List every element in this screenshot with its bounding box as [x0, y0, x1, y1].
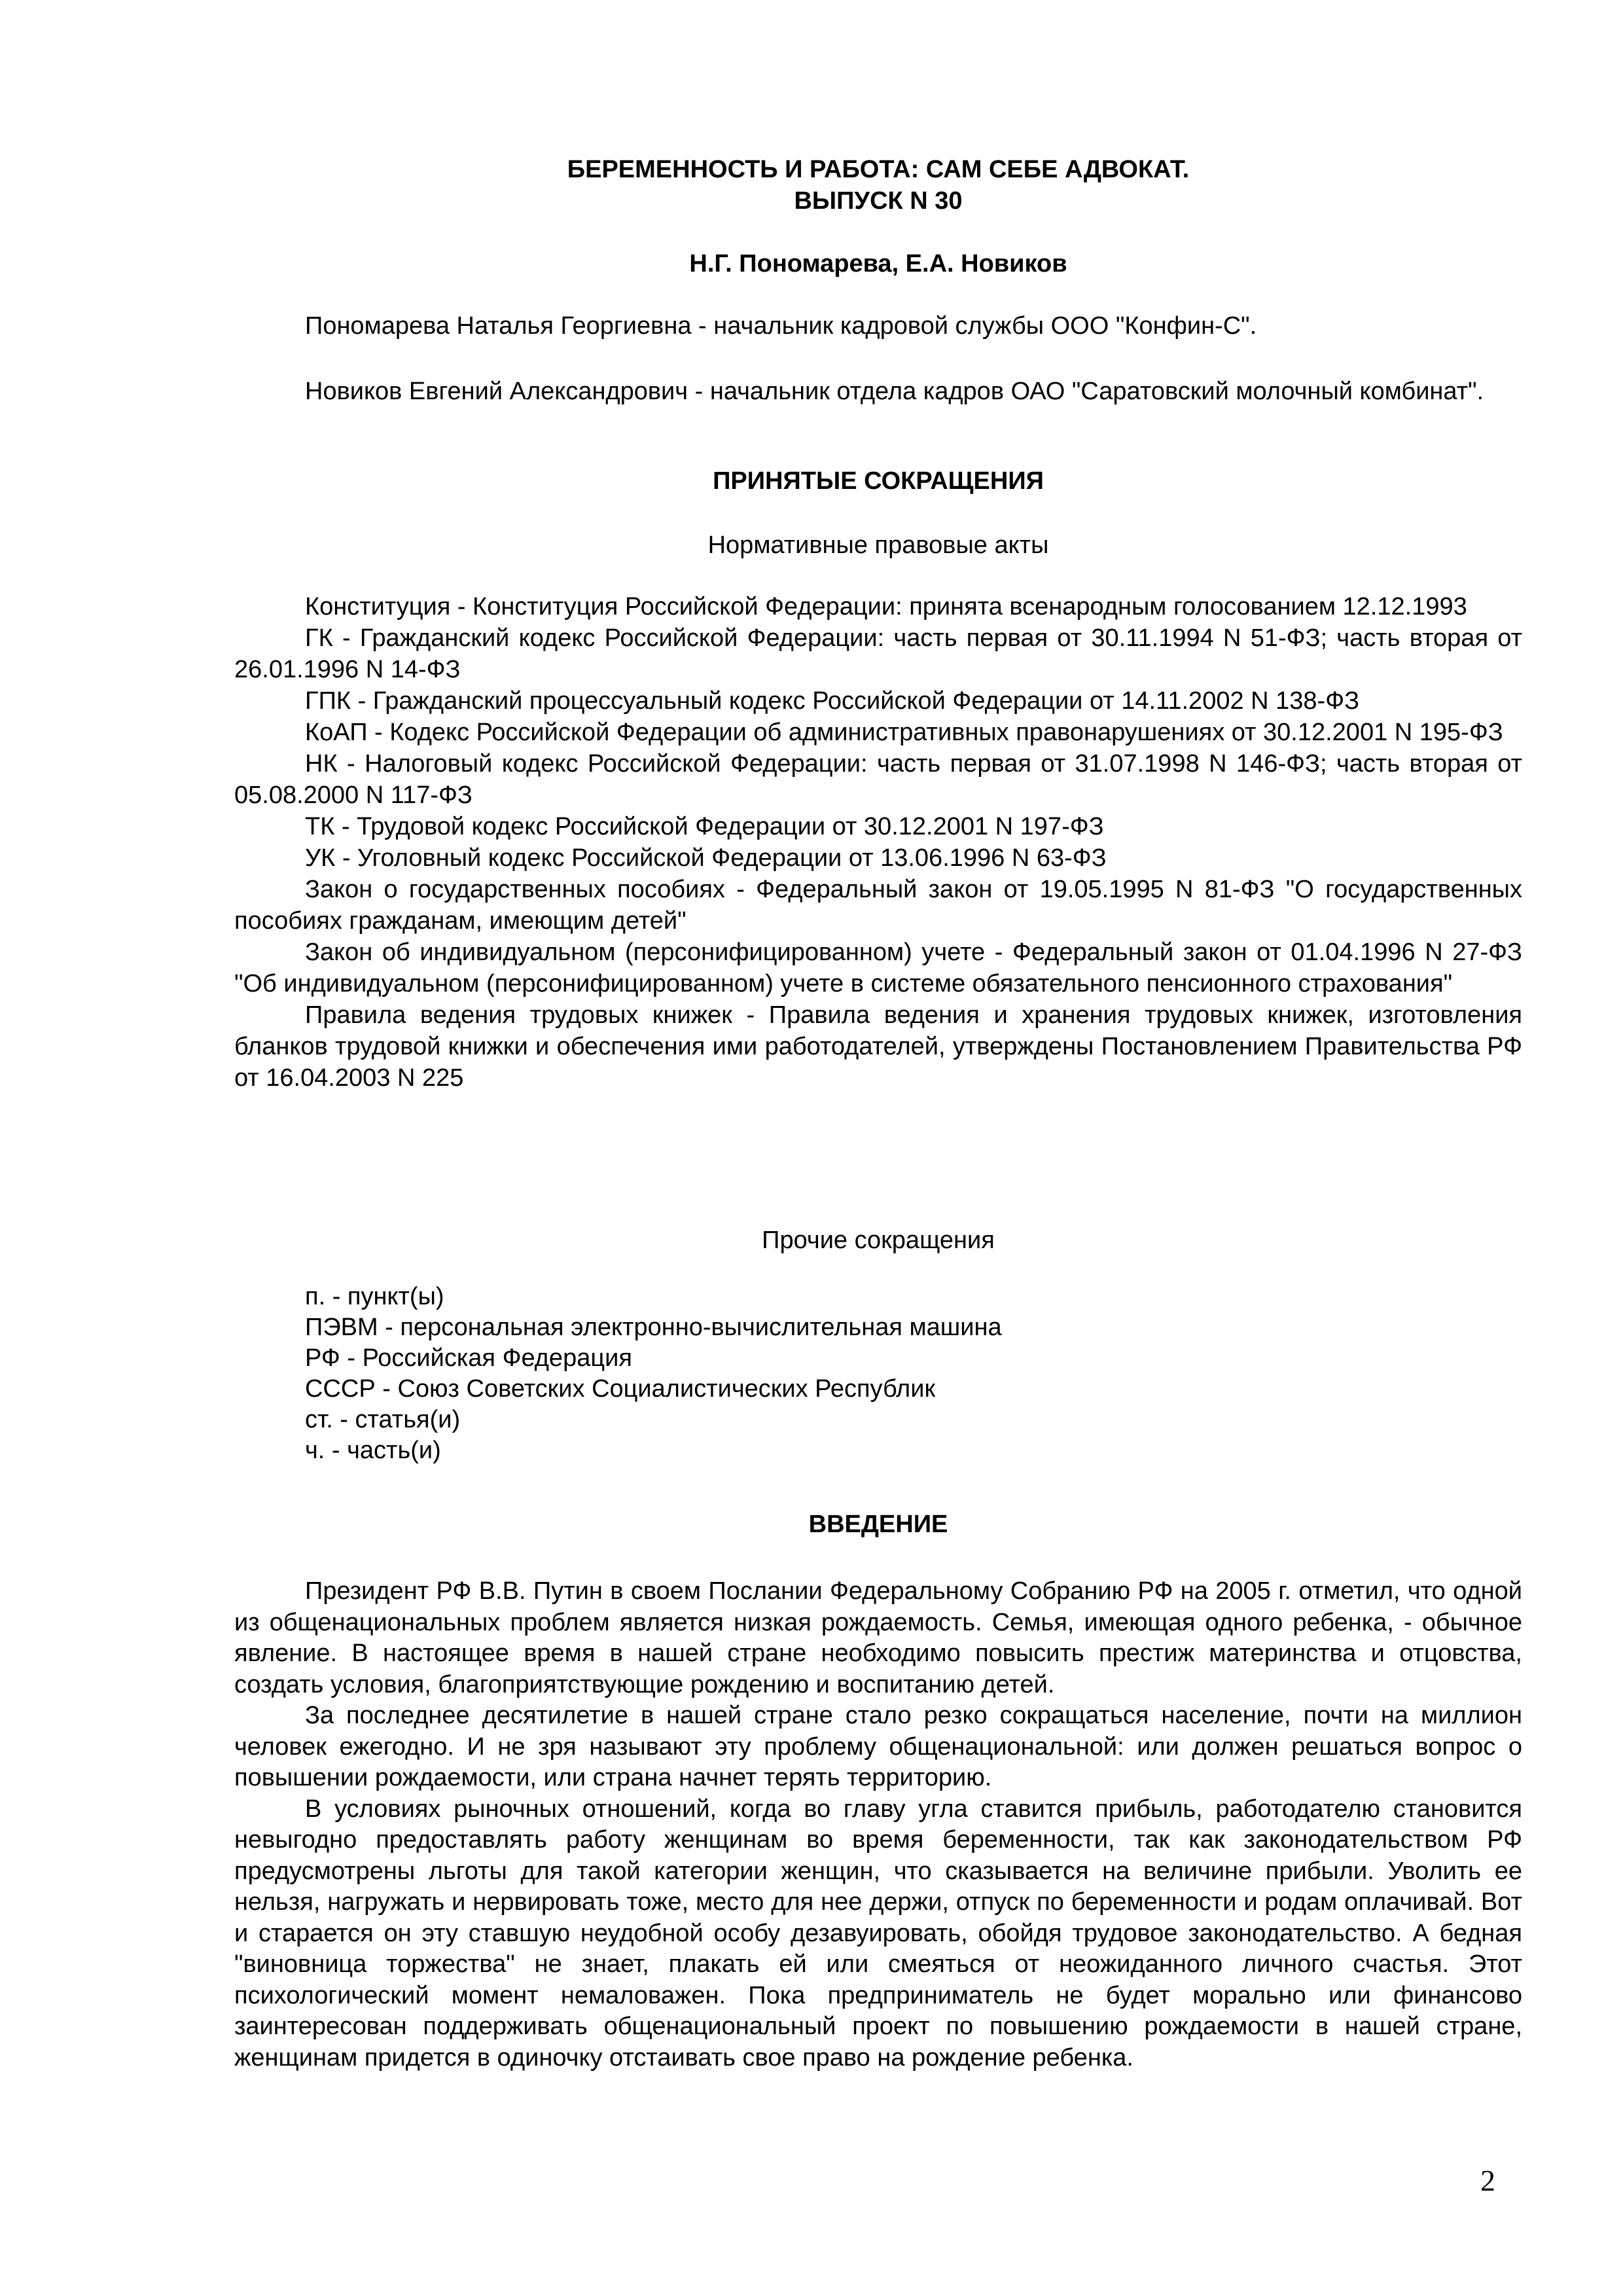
- page-number: 2: [1480, 2164, 1495, 2197]
- document-title-line2: ВЫПУСК N 30: [794, 187, 963, 215]
- normative-item: Правила ведения трудовых книжек - Правила ведения и хранения трудовых книжек, изготовления бланков трудовой книжки и обеспечения ими работодателей, утверждены Постановлением Правительства РФ от 16.04.2003 N 225: [234, 1001, 1522, 1092]
- normative-acts-list: [234, 591, 1522, 1094]
- abbreviation-item: ПЭВМ - персональная электронно-вычислительная машина: [305, 1314, 1002, 1341]
- introduction-heading: ВВЕДЕНИЕ: [808, 1511, 948, 1538]
- introduction-body: [234, 1576, 1522, 2073]
- abbreviation-item: СССР - Союз Советских Социалистических Республик: [305, 1375, 936, 1403]
- normative-item: Конституция - Конституция Российской Федерации: принята всенародным голосованием 12.12.1993: [305, 593, 1467, 620]
- authors: Н.Г. Пономарева, Е.А. Новиков: [689, 250, 1067, 278]
- normative-item: НК - Налоговый кодекс Российской Федерации: часть первая от 31.07.1998 N 146-ФЗ; часть вторая от 05.08.2000 N 117-ФЗ: [234, 750, 1522, 809]
- abbreviation-item: п. - пункт(ы): [305, 1283, 444, 1310]
- author-info-novikov: Новиков Евгений Александрович - начальник отдела кадров ОАО "Саратовский молочный комбинат".: [305, 378, 1484, 405]
- normative-item: ТК - Трудовой кодекс Российской Федерации от 30.12.2001 N 197-ФЗ: [305, 813, 1104, 840]
- abbreviation-item: ст. - статья(и): [305, 1406, 461, 1433]
- abbreviation-item: ч. - часть(и): [305, 1437, 441, 1464]
- normative-item: КоАП - Кодекс Российской Федерации об административных правонарушениях от 30.12.2001 N 195-ФЗ: [305, 719, 1503, 746]
- normative-item: Закон об индивидуальном (персонифицированном) учете - Федеральный закон от 01.04.1996 N 27-ФЗ "Об индивидуальном (персонифицированном) учете в системе обязательного пенсионного страхования": [234, 939, 1522, 997]
- introduction-paragraph: За последнее десятилетие в нашей стране стало резко сокращаться население, почти на миллион человек ежегодно. И не зря называют эту проблему общенациональной: или должен решаться вопрос о повышении рождаемости, или страна начнет терять территорию.: [234, 1702, 1522, 1791]
- introduction-paragraph: Президент РФ В.В. Путин в своем Послании Федеральному Собранию РФ на 2005 г. отметил, что одной из общенациональных проблем является низкая рождаемость. Семья, имеющая одного ребенка, - обычное явление. В настоящее время в нашей стране необходимо повысить престиж материнства и отцовства, создать условия, благоприятствующие рождению и воспитанию детей.: [234, 1577, 1522, 1698]
- other-abbreviations-list: [305, 1282, 1221, 1466]
- author-info-ponomareva: Пономарева Наталья Георгиевна - начальник кадровой службы ООО "Конфин-С".: [305, 312, 1257, 340]
- normative-acts-heading: Нормативные правовые акты: [707, 531, 1049, 559]
- document-title-line1: БЕРЕМЕННОСТЬ И РАБОТА: САМ СЕБЕ АДВОКАТ.: [567, 156, 1190, 183]
- abbreviations-heading: ПРИНЯТЫЕ СОКРАЩЕНИЯ: [713, 467, 1044, 495]
- normative-item: ГПК - Гражданский процессуальный кодекс Российской Федерации от 14.11.2002 N 138-ФЗ: [305, 687, 1360, 715]
- other-abbreviations-heading: Прочие сокращения: [762, 1227, 995, 1254]
- normative-item: УК - Уголовный кодекс Российской Федерации от 13.06.1996 N 63-ФЗ: [305, 844, 1107, 872]
- introduction-paragraph: В условиях рыночных отношений, когда во главу угла ставится прибыль, работодателю становится невыгодно предоставлять работу женщинам во время беременности, так как законодательством РФ предусмотрены льготы для такой категории женщин, что сказывается на величине прибыли. Уволить ее нельзя, нагружать и нервировать тоже, место для нее держи, отпуск по беременности и родам оплачивай. Вот и старается он эту ставшую неудобной особу дезавуировать, обойдя трудовое законодательство. А бедная "виновница торжества" не знает, плакать ей или смеяться от неожиданного личного счастья. Этот психологический момент немаловажен. Пока предприниматель не будет морально или финансово заинтересован поддерживать общенациональный проект по повышению рождаемости в нашей стране, женщинам придется в одиночку отстаивать свое право на рождение ребенка.: [234, 1795, 1522, 2072]
- normative-item: Закон о государственных пособиях - Федеральный закон от 19.05.1995 N 81-ФЗ "О государственных пособиях гражданам, имеющим детей": [234, 876, 1522, 935]
- abbreviation-item: РФ - Российская Федерация: [305, 1344, 632, 1372]
- normative-item: ГК - Гражданский кодекс Российской Федерации: часть первая от 30.11.1994 N 51-ФЗ; часть вторая от 26.01.1996 N 14-ФЗ: [234, 624, 1522, 683]
